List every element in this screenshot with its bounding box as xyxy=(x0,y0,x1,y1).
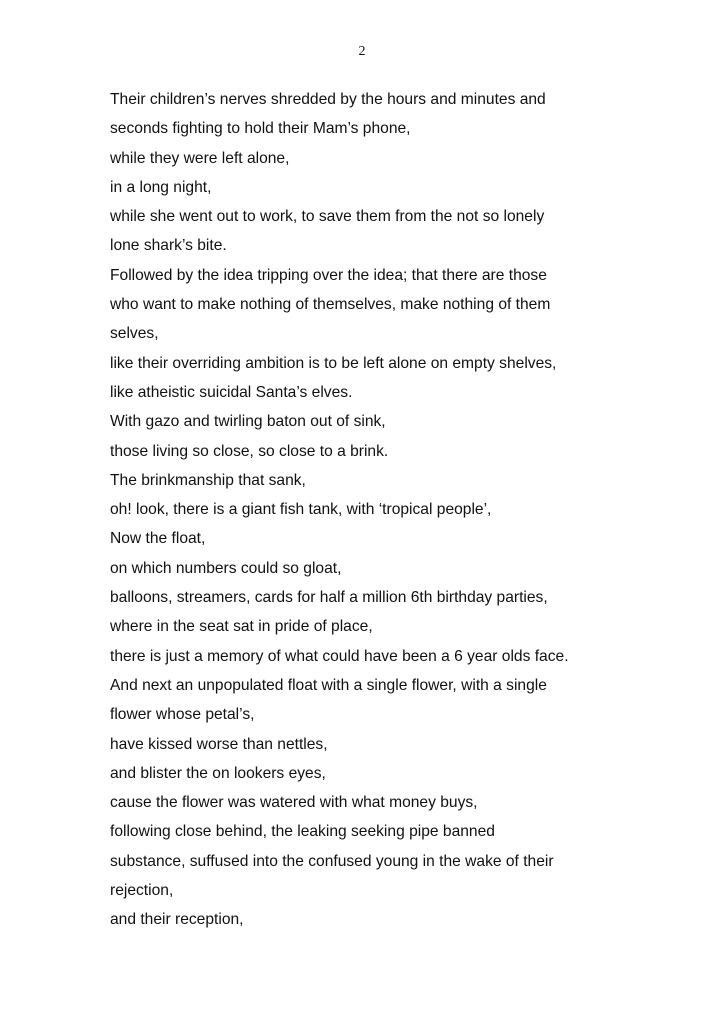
text-line: while she went out to work, to save them from the not so lonely xyxy=(110,208,545,226)
text-line: Followed by the idea tripping over the idea; that there are those xyxy=(110,266,547,284)
text-line: where in the seat sat in pride of place, xyxy=(110,618,373,636)
text-line: following close behind, the leaking seeking pipe banned xyxy=(110,823,495,841)
text-line: have kissed worse than nettles, xyxy=(110,735,328,753)
text-line: Now the float, xyxy=(110,530,206,548)
text-line: in a long night, xyxy=(110,178,212,196)
text-line: and their reception, xyxy=(110,911,244,929)
text-line: selves, xyxy=(110,325,159,343)
text-line: substance, suffused into the confused young in the wake of their xyxy=(110,852,554,870)
page-number: 2 xyxy=(358,44,366,59)
text-line: balloons, streamers, cards for half a million 6th birthday parties, xyxy=(110,589,548,607)
text-line: cause the flower was watered with what money buys, xyxy=(110,794,478,812)
text-line: Their children’s nerves shredded by the hours and minutes and xyxy=(110,91,546,108)
text-line: there is just a memory of what could have been a 6 year olds face. xyxy=(110,647,569,665)
text-line: and blister the on lookers eyes, xyxy=(110,764,326,782)
text-line: lone shark’s bite. xyxy=(110,237,227,255)
text-line: And next an unpopulated float with a single flower, with a single xyxy=(110,676,547,694)
text-line: With gazo and twirling baton out of sink, xyxy=(110,413,386,431)
poem-text xyxy=(110,85,630,935)
text-line: flower whose petal’s, xyxy=(110,706,255,724)
text-line: those living so close, so close to a brink. xyxy=(110,442,389,460)
text-line: The brinkmanship that sank, xyxy=(110,471,306,489)
text-line: who want to make nothing of themselves, make nothing of them xyxy=(110,296,551,314)
text-line: on which numbers could so gloat, xyxy=(110,559,342,577)
text-line: seconds fighting to hold their Mam’s phone, xyxy=(110,120,411,138)
text-line: like atheistic suicidal Santa’s elves. xyxy=(110,383,353,401)
text-line: rejection, xyxy=(110,882,174,900)
text-line: like their overriding ambition is to be left alone on empty shelves, xyxy=(110,354,557,372)
text-line: while they were left alone, xyxy=(110,149,290,167)
text-line: oh! look, there is a giant fish tank, with ‘tropical people’, xyxy=(110,501,492,519)
